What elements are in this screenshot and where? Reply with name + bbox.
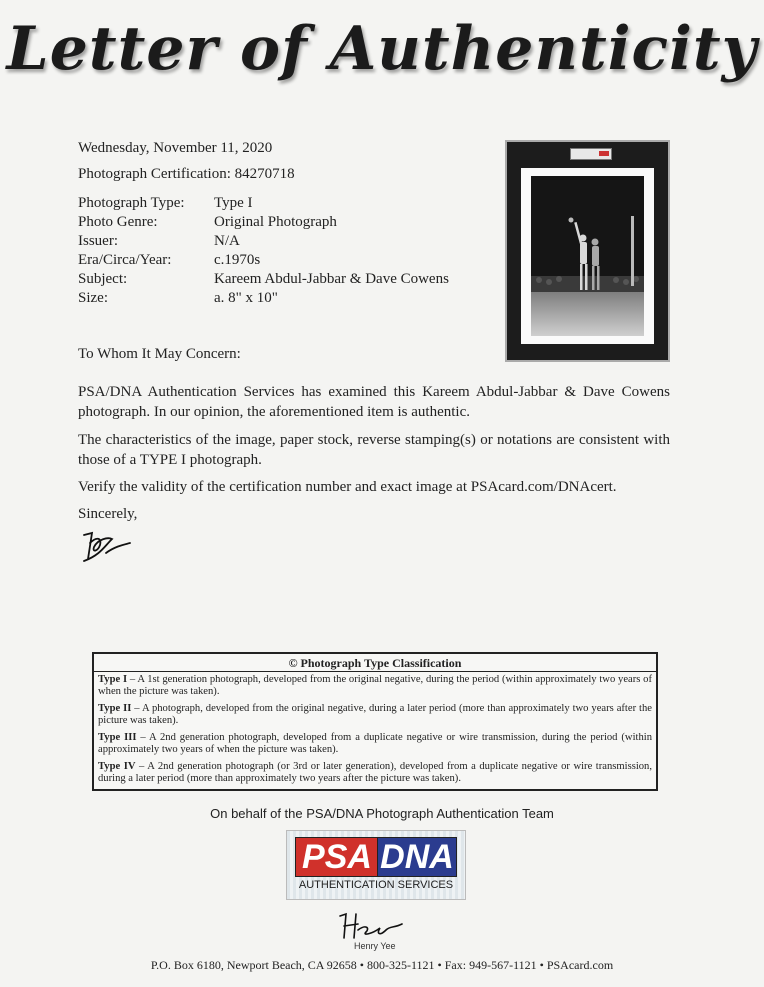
detail-label: Subject: xyxy=(78,271,128,287)
on-behalf-line: On behalf of the PSA/DNA Photograph Authentication Team xyxy=(210,806,554,821)
logo-services-text: AUTHENTICATION SERVICES xyxy=(298,879,454,891)
footer-address: P.O. Box 6180, Newport Beach, CA 92658 • 800-325-1121 • Fax: 949-567-1121 • PSAcard.com xyxy=(150,958,614,972)
detail-label: Photograph Type: xyxy=(78,195,185,211)
greeting: To Whom It May Concern: xyxy=(78,346,241,362)
psa-dna-logo xyxy=(286,830,466,900)
verification-statement: Verify the validity of the certification number and exact image at PSAcard.com/DNAcert. xyxy=(78,479,617,495)
detail-label: Era/Circa/Year: xyxy=(78,252,172,268)
detail-value: Type I xyxy=(214,195,253,211)
type-definition xyxy=(98,732,652,756)
detail-value: Kareem Abdul-Jabbar & Dave Cowens xyxy=(214,271,449,287)
classification-title: © Photograph Type Classification xyxy=(288,656,462,670)
type-name: Type II xyxy=(98,703,132,714)
detail-value: c.1970s xyxy=(214,252,261,268)
letter-title: Letter of Authenticity xyxy=(6,14,758,84)
signer-signature-image xyxy=(336,910,406,942)
detail-label: Photo Genre: xyxy=(78,214,158,230)
slabbed-photo xyxy=(505,140,670,362)
photo-print xyxy=(521,168,654,344)
detail-label: Issuer: xyxy=(78,233,118,249)
type-definition xyxy=(98,703,652,727)
detail-row xyxy=(78,232,449,251)
type-name: Type III xyxy=(98,732,137,743)
type-definition xyxy=(98,674,652,698)
divider xyxy=(94,671,656,672)
detail-row xyxy=(78,289,449,308)
closing: Sincerely, xyxy=(78,506,138,522)
detail-value: N/A xyxy=(214,233,240,249)
detail-value: a. 8" x 10" xyxy=(214,290,278,306)
photograph-type-classification xyxy=(92,652,658,791)
letter-date: Wednesday, November 11, 2020 xyxy=(78,140,273,156)
detail-row xyxy=(78,194,449,213)
certification-number: Photograph Certification: 84270718 xyxy=(78,166,295,182)
logo-psa-text: PSA xyxy=(295,837,379,877)
type-definition xyxy=(98,761,652,785)
type-name: Type I xyxy=(98,674,128,685)
detail-row xyxy=(78,251,449,270)
authentication-statement: PSA/DNA Authentication Services has examined this Kareem Abdul-Jabbar & Dave Cowens photograph. In our opinion, the aforementioned item is authentic. xyxy=(78,384,670,420)
detail-row xyxy=(78,213,449,232)
detail-value: Original Photograph xyxy=(214,214,337,230)
type-description: – A 2nd generation photograph (or 3rd or later generation), developed from a duplicate negative or wire transmission, during a later period (more than approximately two years after the picture was taken). xyxy=(98,761,653,784)
signer-name: Henry Yee xyxy=(354,941,396,951)
type-description: – A 2nd generation photograph, developed from a duplicate negative or wire transmission, during the period (within approximately two years of when the picture was taken). xyxy=(98,732,653,755)
type-name: Type IV xyxy=(98,761,136,772)
detail-row xyxy=(78,270,449,289)
logo-dna-text: DNA xyxy=(377,837,457,877)
photo-details xyxy=(78,194,449,308)
type-statement: The characteristics of the image, paper stock, reverse stamping(s) or notations are consistent with those of a TYPE I photograph. xyxy=(78,432,670,468)
slab-label xyxy=(570,148,612,160)
detail-label: Size: xyxy=(78,290,108,306)
basketball-photo-image xyxy=(531,176,644,336)
signature-image xyxy=(78,525,134,565)
type-description: – A photograph, developed from the original negative, during a later period (more than approximately two years after the picture was taken). xyxy=(98,703,652,726)
type-description: – A 1st generation photograph, developed from the original negative, during the period (within approximately two years of when the picture was taken). xyxy=(98,674,652,697)
